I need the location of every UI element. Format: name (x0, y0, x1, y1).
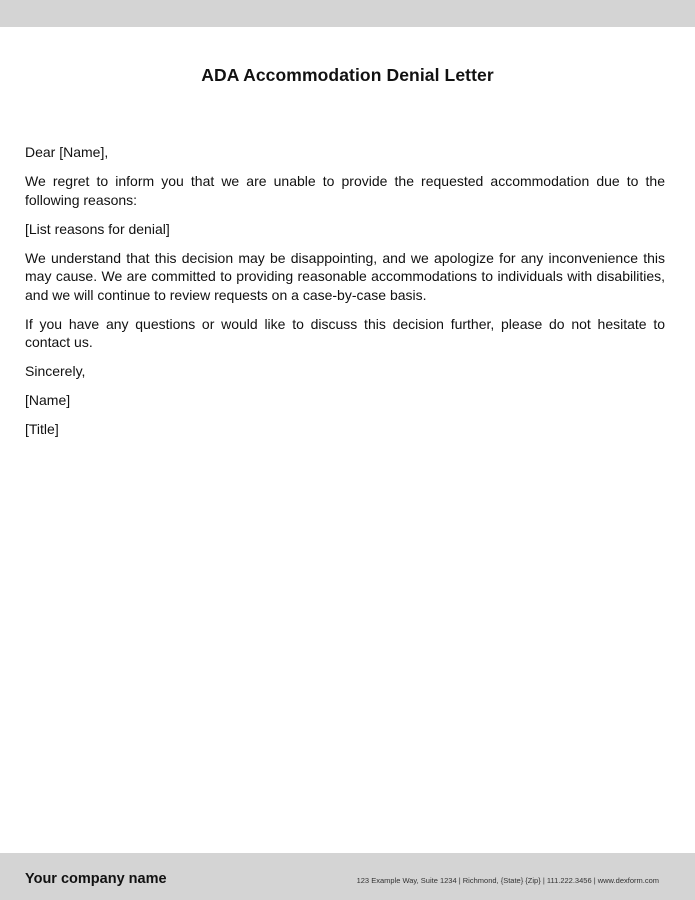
footer-contact-info: 123 Example Way, Suite 1234 | Richmond, {State} {Zip} | 111.222.3456 | www.dexform.com (356, 876, 659, 885)
footer-company-name: Your company name (25, 871, 167, 887)
letter-body (25, 143, 665, 449)
paragraph-contact: If you have any questions or would like to discuss this decision further, please do not hesitate to contact us. (25, 315, 665, 350)
page-footer (0, 853, 695, 900)
salutation: Dear [Name], (25, 144, 109, 160)
paragraph-reasons-placeholder: [List reasons for denial] (25, 220, 170, 237)
top-header-band (0, 0, 695, 27)
document-title: ADA Accommodation Denial Letter (201, 65, 494, 85)
letter-page (0, 27, 695, 853)
paragraph-apology: We understand that this decision may be disappointing, and we apologize for any inconvenience this may cause. We are committed to providing reasonable accommodations to individuals with disabilities, and we will continue to review requests on a case-by-case basis. (25, 249, 665, 303)
signature-name: [Name] (25, 392, 71, 408)
closing: Sincerely, (25, 363, 86, 379)
signature-title: [Title] (25, 421, 59, 437)
paragraph-regret: We regret to inform you that we are unable to provide the requested accommodation due to the following reasons: (25, 173, 665, 208)
